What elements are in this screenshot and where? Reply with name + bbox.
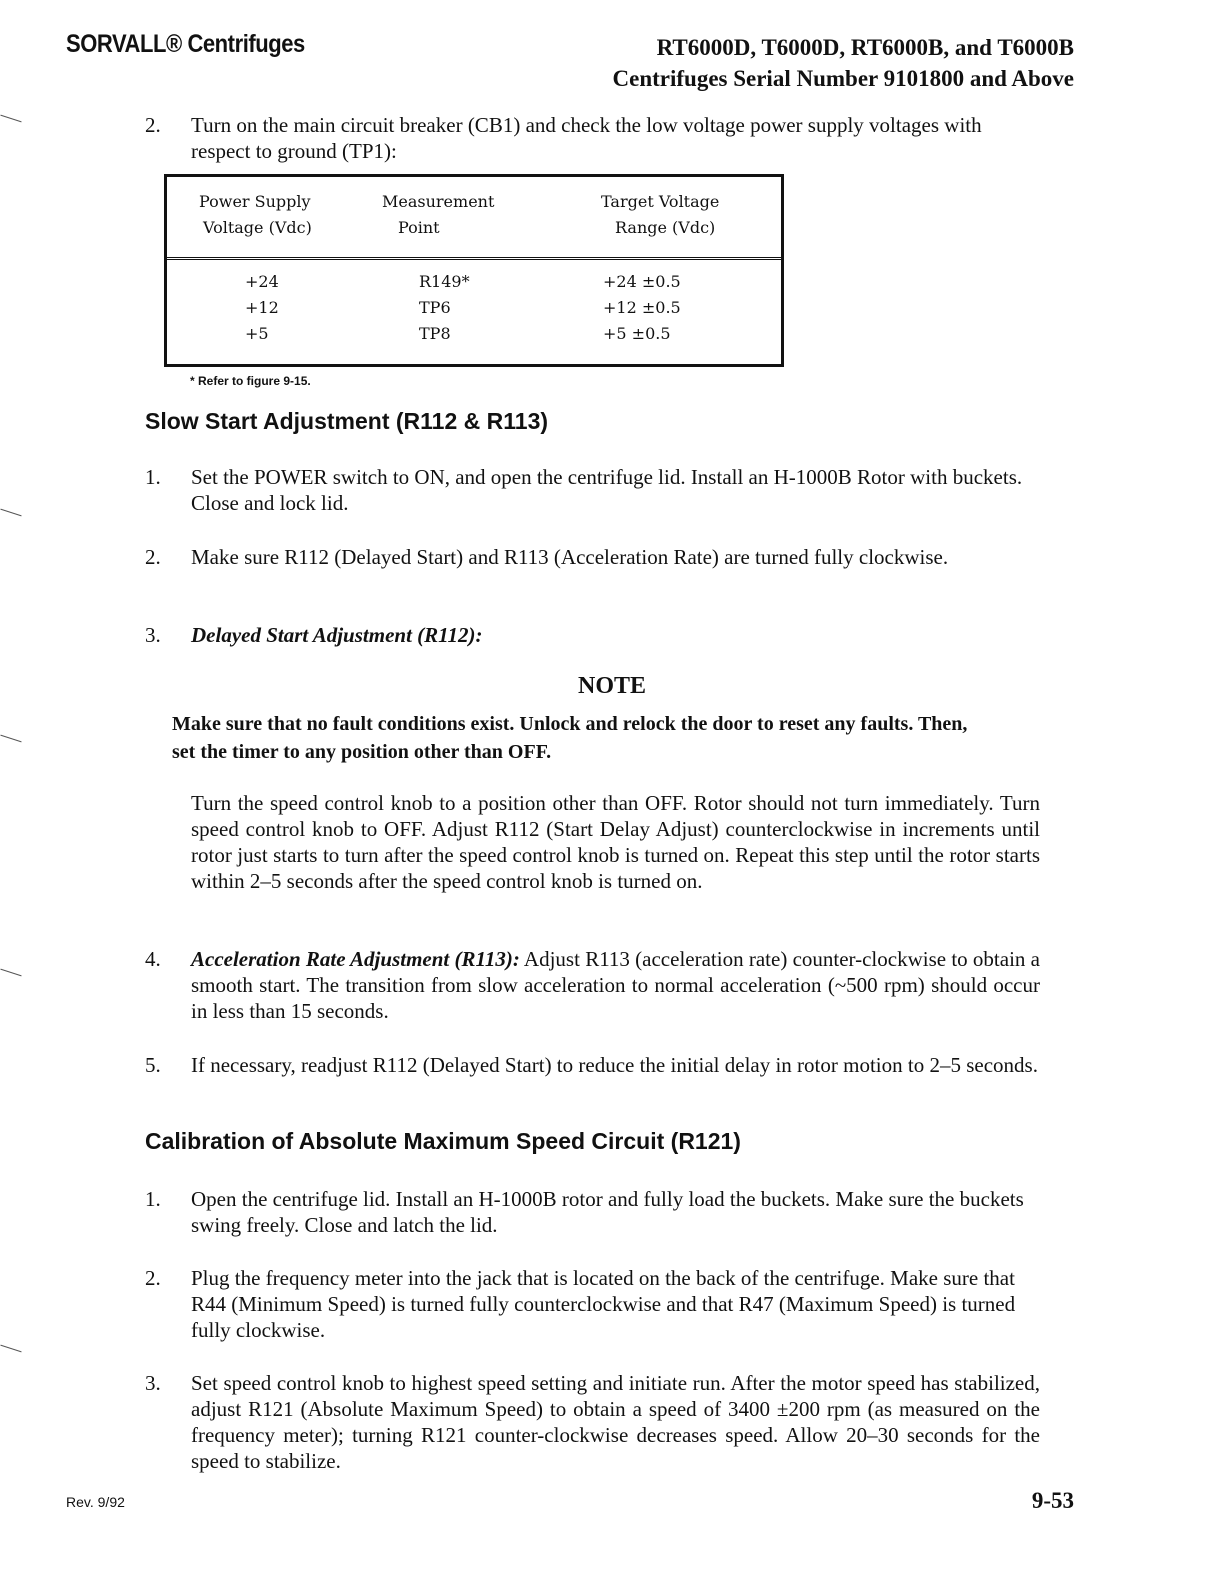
margin-mark xyxy=(0,1345,21,1353)
item-text: Turn on the main circuit breaker (CB1) and check the low voltage power supply voltages with respect to ground (TP1): xyxy=(191,113,982,163)
section-heading-max-speed: Calibration of Absolute Maximum Speed Circuit (R121) xyxy=(145,1128,741,1154)
item-number: 1. xyxy=(145,465,161,489)
table-cell: +24 xyxy=(245,272,279,291)
margin-mark xyxy=(0,509,21,517)
step3-body: Turn the speed control knob to a position other than OFF. Rotor should not turn immediately. Turn speed control knob to OFF. Adjust R112 (Start Delay Adjust) counterclockwise in increments until rotor just starts to turn after the speed control knob is turned on. Repeat this step until the rotor starts within 2–5 seconds after the speed control knob is turned on. xyxy=(191,791,1040,893)
model-list: RT6000D, T6000D, RT6000B, and T6000B xyxy=(656,35,1074,60)
item-text: Plug the frequency meter into the jack that is located on the back of the centrifuge. Make sure that R44 (Minimum Speed) is turned fully counterclockwise and that R47 (Maximum Speed) is turned fully clockwise. xyxy=(191,1266,1016,1342)
page-number: 9-53 xyxy=(1031,1488,1074,1513)
item-number: 4. xyxy=(145,947,161,971)
table-column-point xyxy=(419,269,470,347)
section-heading-slow-start: Slow Start Adjustment (R112 & R113) xyxy=(145,408,549,434)
item-label: Delayed Start Adjustment (R112): xyxy=(191,623,483,647)
table-header-target-voltage: Target Voltage Range (Vdc) xyxy=(601,192,720,237)
item-text: Adjust R113 (acceleration rate) counter-clockwise to obtain a smooth start. The transition from slow acceleration to normal acceleration (~500 rpm) should occur in less than 15 seconds. xyxy=(191,947,1040,1023)
table-header-rule xyxy=(167,257,781,262)
table-cell: +24 ±0.5 xyxy=(603,272,681,291)
table-cell: +12 xyxy=(245,298,279,317)
table-cell: R149* xyxy=(419,272,470,291)
serial-range: Centrifuges Serial Number 9101800 and Above xyxy=(612,66,1074,91)
revision-label: Rev. 9/92 xyxy=(66,1494,125,1510)
manual-brand-title: SORVALL® Centrifuges xyxy=(66,30,305,58)
item-text: Open the centrifuge lid. Install an H-1000B rotor and fully load the buckets. Make sure the buckets swing freely. Close and latch the lid. xyxy=(191,1187,1024,1237)
item-label: Acceleration Rate Adjustment (R113): xyxy=(191,947,520,971)
list-item xyxy=(145,1186,1040,1238)
item-text: If necessary, readjust R112 (Delayed Start) to reduce the initial delay in rotor motion to 2–5 seconds. xyxy=(191,1053,1038,1077)
item-number: 3. xyxy=(145,1371,161,1395)
list-item xyxy=(145,1370,1040,1474)
note-text: Make sure that no fault conditions exist. Unlock and relock the door to reset any faults. Then, set the timer to any position other than OFF. xyxy=(172,713,968,763)
margin-mark xyxy=(0,969,21,977)
list-item xyxy=(145,544,1040,570)
item-text: Set speed control knob to highest speed setting and initiate run. After the motor speed has stabilized, adjust R121 (Absolute Maximum Speed) to obtain a speed of 3400 ±200 rpm (as measured on the frequency meter); turning R121 counter-clockwise decreases speed. Allow 20–30 seconds for the speed to stabilize. xyxy=(191,1371,1040,1473)
item-number: 3. xyxy=(145,623,161,647)
item-text: Set the POWER switch to ON, and open the centrifuge lid. Install an H-1000B Rotor with buckets. Close and lock lid. xyxy=(191,465,1023,515)
list-item xyxy=(145,464,1040,516)
table-column-voltage xyxy=(245,269,279,347)
item-number: 1. xyxy=(145,1187,161,1211)
table-cell: +5 ±0.5 xyxy=(603,324,671,343)
item-number: 2. xyxy=(145,545,161,569)
manual-model-header xyxy=(613,32,1075,94)
table-header-measurement-point: Measurement Point xyxy=(382,192,495,237)
item-number: 2. xyxy=(145,113,161,137)
table-cell: TP8 xyxy=(419,324,451,343)
table-header-power-supply: Power Supply Voltage (Vdc) xyxy=(199,192,312,237)
table-cell: +12 ±0.5 xyxy=(603,298,681,317)
list-item xyxy=(145,1265,1040,1343)
list-item xyxy=(145,1052,1040,1078)
item-number: 2. xyxy=(145,1266,161,1290)
table-column-range xyxy=(603,269,681,347)
table-cell: +5 xyxy=(245,324,269,343)
list-item xyxy=(145,112,1040,164)
table-footnote: * Refer to figure 9-15. xyxy=(190,374,311,388)
item-text: Make sure R112 (Delayed Start) and R113 (Acceleration Rate) are turned fully clockwise. xyxy=(191,545,949,569)
power-supply-table xyxy=(164,174,784,367)
list-item xyxy=(145,622,1040,648)
margin-mark xyxy=(0,115,21,123)
note-title: NOTE xyxy=(577,673,646,699)
item-number: 5. xyxy=(145,1053,161,1077)
margin-mark xyxy=(0,735,21,743)
table-cell: TP6 xyxy=(419,298,451,317)
list-item xyxy=(145,946,1040,1024)
